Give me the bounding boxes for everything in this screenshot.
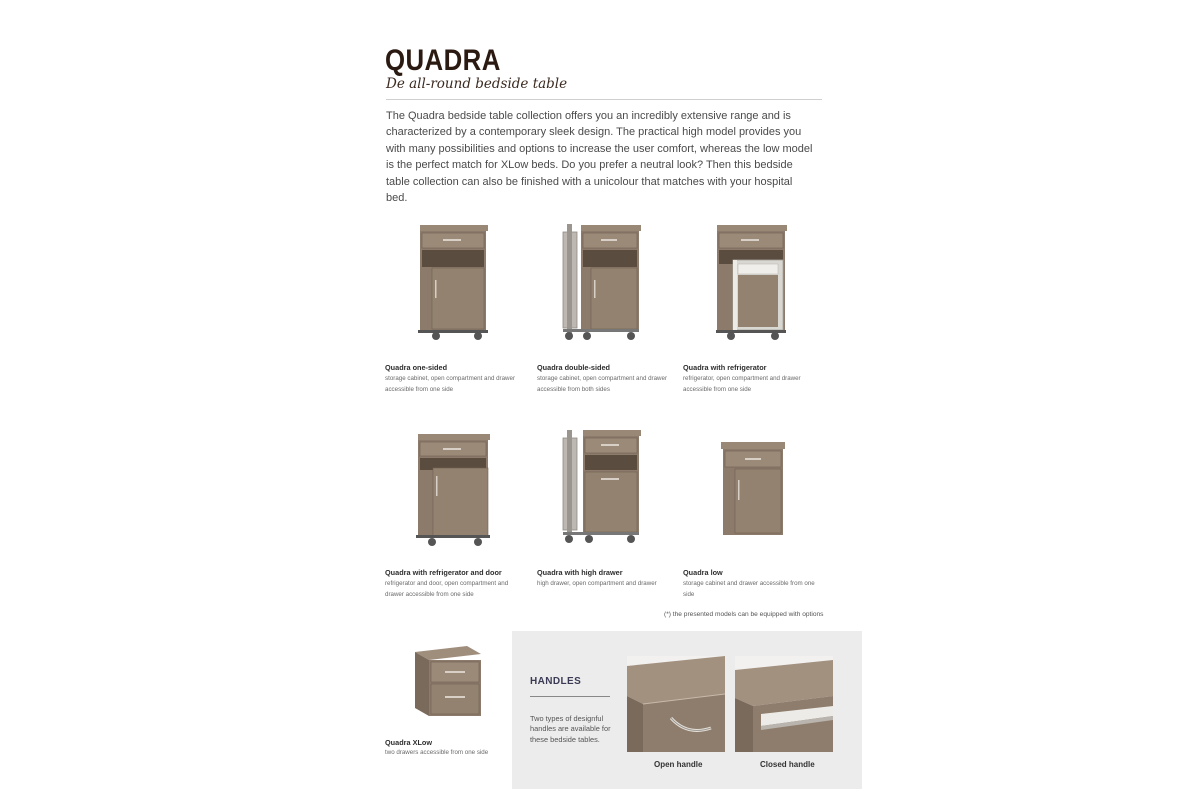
- product-double-sided: [537, 212, 677, 402]
- intro-paragraph: The Quadra bedside table collection offers you an incredibly extensive range and is characterized by a contemporary sleek design. The practical high model provides you with many possibilities and options to increase the user comfort, whereas the low model is the perfect match for XLow beds. Do you prefer a neutral look? Then this bedside table collection can also be finished with a unicolour that matches with your hospital bed.: [386, 110, 813, 205]
- product-description: two drawers accessible from one side: [385, 749, 489, 756]
- product-high-drawer: [537, 420, 677, 605]
- product-with-refrigerator: [683, 212, 828, 402]
- product-name: Quadra low: [683, 568, 723, 577]
- open-handle-photo: [627, 656, 725, 752]
- product-name: Quadra double-sided: [537, 363, 610, 372]
- closed-handle-label: Closed handle: [760, 760, 815, 769]
- product-xlow: [385, 636, 510, 766]
- product-name: Quadra with refrigerator: [683, 363, 767, 372]
- product-name: Quadra one-sided: [385, 363, 448, 372]
- title-divider: [386, 99, 822, 100]
- cabinet-low-image: [683, 420, 823, 550]
- open-handle-image: [627, 656, 725, 752]
- product-name: Quadra with high drawer: [537, 568, 623, 577]
- handles-description: Two types of designful handles are available for these bedside tables.: [530, 714, 611, 744]
- closed-handle-image: [735, 656, 833, 752]
- closed-handle-photo: [735, 656, 833, 752]
- cabinet-xlow-image: [385, 636, 510, 731]
- product-name: Quadra with refrigerator and door: [385, 568, 502, 577]
- product-description: refrigerator and door, open compartment and drawer accessible from one side: [385, 580, 509, 599]
- product-description: storage cabinet and drawer accessible from one side: [683, 580, 815, 599]
- product-description: storage cabinet, open compartment and drawer accessible from both sides: [537, 375, 668, 394]
- product-low: [683, 420, 828, 605]
- product-description: refrigerator, open compartment and drawer accessible from one side: [683, 375, 801, 394]
- product-description: high drawer, open compartment and drawer: [537, 580, 657, 587]
- handles-divider: [530, 696, 610, 697]
- cabinet-one-sided-image: [385, 212, 525, 357]
- open-handle-label: Open handle: [654, 760, 703, 769]
- product-name: Quadra XLow: [385, 738, 433, 747]
- options-note: (*) the presented models can be equipped with options: [664, 611, 824, 618]
- handles-title: HANDLES: [530, 676, 582, 687]
- page-title: QUADRA: [385, 44, 501, 77]
- cabinet-double-sided-image: [537, 212, 677, 357]
- product-refrigerator-and-door: [385, 420, 525, 605]
- product-one-sided: [385, 212, 525, 402]
- cabinet-refrigerator-door-image: [385, 420, 525, 550]
- product-description: storage cabinet, open compartment and drawer accessible from one side: [385, 375, 516, 394]
- page-subtitle: De all-round bedside table: [386, 76, 568, 92]
- cabinet-refrigerator-image: [683, 212, 823, 357]
- cabinet-high-drawer-image: [537, 420, 677, 550]
